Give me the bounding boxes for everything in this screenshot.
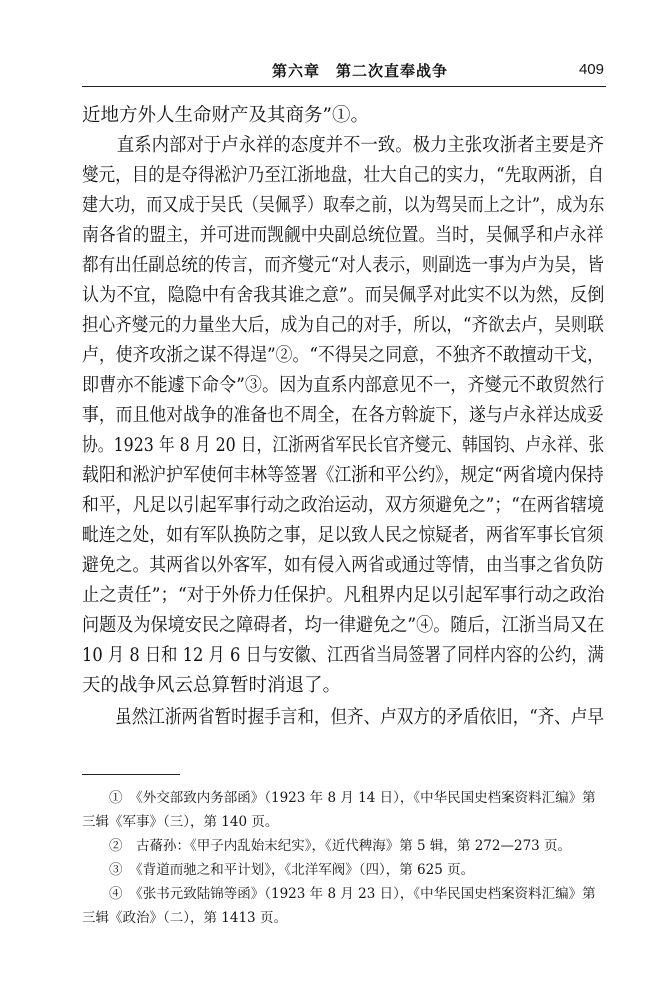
footnote-rule bbox=[82, 774, 180, 775]
footnote-line: ③ 《背道而驰之和平计划》，《北洋军阀》（四），第 625 页。 bbox=[82, 862, 475, 878]
body-line: 建大功，而又成于吴氏（吴佩孚）取奉之前，以为驾吴而上之计”，成为东 bbox=[82, 195, 605, 216]
body-line: 都有出任副总统的传言，而齐燮元“对人表示，则副选一事为卢为吴，皆 bbox=[82, 255, 604, 276]
page-header bbox=[82, 56, 606, 86]
header-rule bbox=[82, 86, 606, 87]
body-line: 毗连之处，如有军队换防之事，足以致人民之惊疑者，两省军事长官须 bbox=[82, 525, 604, 546]
body-line: 天的战争风云总算暂时消退了。 bbox=[82, 675, 342, 696]
body-line: 协。1923 年 8 月 20 日，江浙两省军民长官齐燮元、韩国钧、卢永祥、张 bbox=[82, 435, 605, 456]
body-line: 虽然江浙两省暂时握手言和，但齐、卢双方的矛盾依旧，“齐、卢早 bbox=[82, 707, 604, 728]
footnote-line: ① 《外交部致内务部函》（1923 年 8 月 14 日），《中华民国史档案资料汇编》第 bbox=[82, 790, 596, 806]
body-line: 事，而且他对战争的准备也不周全，在各方斡旋下，遂与卢永祥达成妥 bbox=[82, 405, 604, 426]
body-line: 避免之。其两省以外客军，如有侵入两省或通过等情，由当事之省负防 bbox=[82, 555, 604, 576]
body-line: 近地方外人生命财产及其商务”①。 bbox=[82, 105, 369, 126]
body-line: 南各省的盟主，并可进而觊觎中央副总统位置。当时，吴佩孚和卢永祥 bbox=[82, 225, 604, 246]
body-line: 直系内部对于卢永祥的态度并不一致。极力主张攻浙者主要是齐 bbox=[82, 135, 604, 156]
body-line: 担心齐燮元的力量坐大后，成为自己的对手，所以，“齐欲去卢，吴则联 bbox=[82, 315, 604, 336]
body-line: 卢，使齐攻浙之谋不得逞”②。“不得吴之同意，不独齐不敢擅动干戈， bbox=[82, 345, 604, 366]
body-line: 止之责任”；“对于外侨力任保护。凡租界内足以引起军事行动之政治 bbox=[82, 585, 605, 606]
body-line: 载阳和淞沪护军使何丰林等签署《江浙和平公约》，规定“两省境内保持 bbox=[82, 465, 604, 486]
body-line: 问题及为保境安民之障碍者，均一律避免之”④。随后，江浙当局又在 bbox=[82, 615, 605, 636]
footnote-line: ② 古蓨孙：《甲子内乱始末纪实》，《近代稗海》第 5 辑，第 272—273 页。 bbox=[82, 838, 572, 854]
footnote-line: 三辑《政治》（二），第 1413 页。 bbox=[82, 910, 287, 926]
body-line: 和平，凡足以引起军事行动之政治运动，双方须避免之”；“在两省辖境 bbox=[82, 495, 604, 516]
footnote-line: ④ 《张书元致陆锦等函》（1923 年 8 月 23 日），《中华民国史档案资料汇编》第 bbox=[82, 886, 596, 902]
body-line: 10 月 8 日和 12 月 6 日与安徽、江西省当局签署了同样内容的公约，满 bbox=[82, 645, 604, 666]
body-line: 即曹亦不能遽下命令”③。因为直系内部意见不一，齐燮元不敢贸然行 bbox=[82, 375, 605, 396]
running-title: 第六章 第二次直奉战争 bbox=[272, 62, 449, 80]
body-line: 燮元，目的是夺得淞沪乃至江浙地盘，壮大自己的实力，“先取两浙，自 bbox=[82, 165, 604, 186]
footnote-line: 三辑《军事》（三），第 140 页。 bbox=[82, 814, 279, 830]
page-number: 409 bbox=[578, 61, 604, 78]
body-line: 认为不宜，隐隐中有舍我其谁之意”。而吴佩孚对此实不以为然，反倒 bbox=[82, 285, 605, 306]
